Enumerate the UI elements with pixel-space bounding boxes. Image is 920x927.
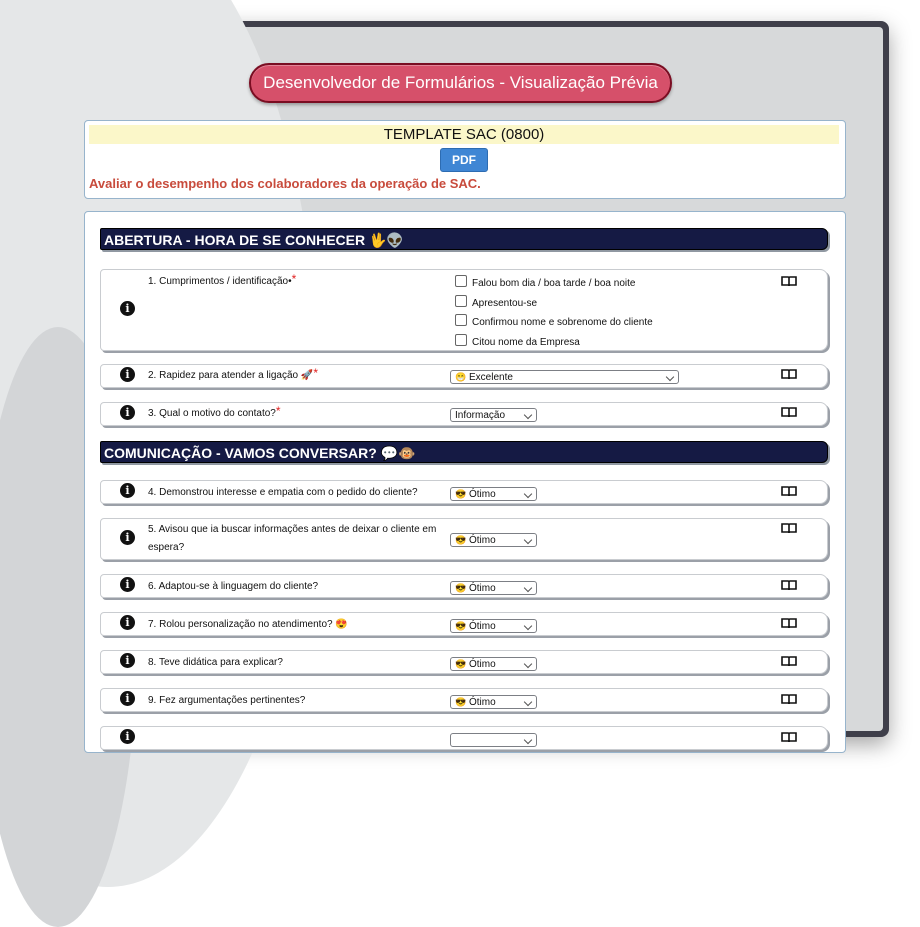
select-value: Ótimo xyxy=(469,583,496,594)
chevron-down-icon xyxy=(524,411,532,419)
select-value: Ótimo xyxy=(469,697,496,708)
page-viewport xyxy=(38,27,883,743)
question-text: espera? xyxy=(148,542,185,553)
info-icon[interactable]: i xyxy=(120,653,135,668)
question-row-3 xyxy=(100,402,828,426)
rating-emoji: 😎 xyxy=(455,621,467,631)
rating-emoji: 😁 xyxy=(455,372,467,382)
checkbox[interactable] xyxy=(455,295,467,307)
rating-emoji: 😎 xyxy=(455,659,467,669)
checkbox-option[interactable] xyxy=(455,275,635,289)
page-title-wrapper xyxy=(38,63,883,103)
rating-select-8[interactable] xyxy=(450,657,537,671)
question-text: 8. Teve didática para explicar? xyxy=(148,657,283,668)
section-header-comunicacao: COMUNICAÇÃO - VAMOS CONVERSAR? 💬🐵 xyxy=(100,441,828,463)
info-icon[interactable]: i xyxy=(120,615,135,630)
info-icon[interactable]: i xyxy=(120,729,135,744)
rating-emoji: 😎 xyxy=(455,697,467,707)
checkbox-option[interactable] xyxy=(455,334,580,348)
question-text: 2. Rapidez para atender a ligação 🚀 xyxy=(148,370,314,381)
checkbox[interactable] xyxy=(455,275,467,287)
info-icon[interactable]: i xyxy=(120,367,135,382)
book-icon[interactable] xyxy=(781,655,797,667)
question-row-4 xyxy=(100,480,828,504)
question-row-5 xyxy=(100,518,828,560)
select-value: Excelente xyxy=(469,372,513,383)
rating-emoji: 😎 xyxy=(455,535,467,545)
chevron-down-icon xyxy=(524,622,532,630)
checkbox[interactable] xyxy=(455,334,467,346)
book-icon[interactable] xyxy=(781,368,797,380)
question-label-3 xyxy=(148,405,281,423)
book-icon[interactable] xyxy=(781,579,797,591)
info-icon[interactable]: i xyxy=(120,577,135,592)
chevron-down-icon xyxy=(524,584,532,592)
question-label-1 xyxy=(148,273,296,291)
question-text: 6. Adaptou-se à linguagem do cliente? xyxy=(148,581,319,592)
rating-select-9[interactable] xyxy=(450,695,537,709)
question-text: 4. Demonstrou interesse e empatia com o pedido do cliente? xyxy=(148,487,418,498)
info-icon[interactable]: i xyxy=(120,691,135,706)
select-value: Ótimo xyxy=(469,489,496,500)
book-icon[interactable] xyxy=(781,693,797,705)
question-text: 7. Rolou personalização no atendimento? 😍 xyxy=(148,619,348,630)
template-description: Avaliar o desempenho dos colaboradores da operação de SAC. xyxy=(89,176,481,191)
pdf-button[interactable]: PDF xyxy=(440,148,488,172)
select-value: Ótimo xyxy=(469,659,496,670)
checkbox-option[interactable] xyxy=(455,295,537,309)
page-title: Desenvolvedor de Formulários - Visualização Prévia xyxy=(249,63,672,103)
info-icon[interactable]: i xyxy=(120,405,135,420)
info-icon[interactable]: i xyxy=(120,301,135,316)
rating-select-10[interactable] xyxy=(450,733,537,747)
question-text: 9. Fez argumentações pertinentes? xyxy=(148,695,306,706)
required-marker: * xyxy=(313,366,319,380)
rating-select-7[interactable] xyxy=(450,619,537,633)
chevron-down-icon xyxy=(524,490,532,498)
select-value: Informação xyxy=(455,410,506,421)
rating-select-4[interactable] xyxy=(450,487,537,501)
question-text: 1. Cumprimentos / identificação• xyxy=(148,276,292,287)
contact-reason-select[interactable] xyxy=(450,408,537,422)
checkbox-label: Citou nome da Empresa xyxy=(472,337,580,348)
select-value: Ótimo xyxy=(469,535,496,546)
rating-select-2[interactable] xyxy=(450,370,679,384)
question-row-10 xyxy=(100,726,828,750)
book-icon[interactable] xyxy=(781,617,797,629)
template-header-card xyxy=(84,120,846,199)
chevron-down-icon xyxy=(524,736,532,744)
required-marker: * xyxy=(275,404,281,418)
book-icon[interactable] xyxy=(781,406,797,418)
question-row-1 xyxy=(100,269,828,351)
chevron-down-icon xyxy=(524,698,532,706)
chevron-down-icon xyxy=(524,660,532,668)
book-icon[interactable] xyxy=(781,522,797,534)
info-icon[interactable]: i xyxy=(120,483,135,498)
question-label-5 xyxy=(148,521,436,557)
question-row-2 xyxy=(100,364,828,388)
book-icon[interactable] xyxy=(781,731,797,743)
info-icon[interactable]: i xyxy=(120,530,135,545)
checkbox-label: Falou bom dia / boa tarde / boa noite xyxy=(472,278,636,289)
required-marker: * xyxy=(291,272,297,286)
template-title: TEMPLATE SAC (0800) xyxy=(89,125,839,144)
rating-select-6[interactable] xyxy=(450,581,537,595)
book-icon[interactable] xyxy=(781,275,797,287)
browser-window xyxy=(32,21,889,743)
checkbox[interactable] xyxy=(455,314,467,326)
question-text: 5. Avisou que ia buscar informações antes de deixar o cliente em xyxy=(148,524,437,535)
question-label-2 xyxy=(148,367,318,385)
book-icon[interactable] xyxy=(781,485,797,497)
question-row-9 xyxy=(100,688,828,712)
rating-select-5[interactable] xyxy=(450,533,537,547)
section-header-abertura: ABERTURA - HORA DE SE CONHECER 🖖👽 xyxy=(100,228,828,250)
question-row-7 xyxy=(100,612,828,636)
form-card xyxy=(84,211,846,753)
rating-emoji: 😎 xyxy=(455,489,467,499)
question-text: 3. Qual o motivo do contato? xyxy=(148,408,276,419)
checkbox-label: Confirmou nome e sobrenome do cliente xyxy=(472,317,653,328)
question-row-8 xyxy=(100,650,828,674)
question-row-6 xyxy=(100,574,828,598)
checkbox-option[interactable] xyxy=(455,314,653,328)
chevron-down-icon xyxy=(666,373,674,381)
checkbox-label: Apresentou-se xyxy=(472,298,538,309)
chevron-down-icon xyxy=(524,536,532,544)
select-value: Ótimo xyxy=(469,621,496,632)
rating-emoji: 😎 xyxy=(455,583,467,593)
